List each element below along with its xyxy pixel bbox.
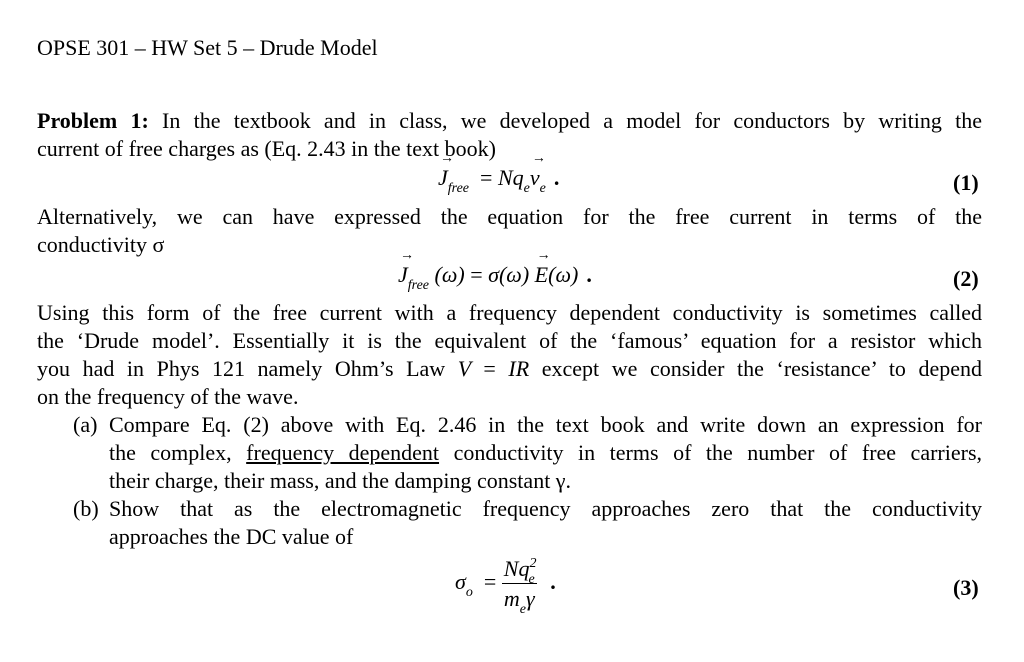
problem-label: Problem 1:	[37, 108, 149, 133]
eq3-sigma-sub: o	[465, 585, 473, 601]
equation-2	[398, 262, 592, 293]
eq3-period: .	[550, 569, 556, 595]
eq1-q-sub: e	[523, 181, 530, 196]
eq1-equals: =	[474, 165, 498, 190]
eq2-equals: =	[470, 262, 483, 287]
page-title: OPSE 301 – HW Set 5 – Drude Model	[37, 35, 378, 60]
eq2-number: (2)	[953, 266, 979, 291]
eq3-den-m: m	[503, 586, 520, 611]
part-b-line-2: approaches the DC value of	[109, 524, 354, 549]
alt-line-1: Alternatively, we can have expressed the equation for the free current in terms of the	[37, 204, 982, 229]
eq3-fraction	[502, 556, 537, 617]
part-b-line-1: Show that as the electromagnetic frequency approaches zero that the conductivity	[109, 496, 982, 521]
eq2-arg-3: (ω)	[548, 262, 579, 287]
eq1-v-sub: e	[539, 181, 546, 196]
body-line-3-b: except we consider the ‘resistance’ to depend	[541, 356, 983, 381]
eq3-sigma: σ	[455, 569, 466, 595]
ohm-law	[458, 356, 529, 381]
eq2-j: → J	[398, 262, 408, 288]
equation-3	[455, 556, 556, 617]
eq2-period: .	[586, 262, 592, 287]
eq2-sigma: σ	[488, 262, 499, 287]
ohm-v: V	[457, 356, 471, 381]
eq1-number: (1)	[953, 170, 979, 195]
eq3-denominator	[502, 584, 537, 617]
part-a-underlined: frequency dependent	[246, 440, 440, 465]
eq3-den-gamma: γ	[525, 586, 535, 611]
alt-line-2: conductivity σ	[37, 232, 165, 257]
eq3-num-nq: Nq	[503, 556, 530, 581]
eq3-equals: =	[478, 569, 502, 595]
body-line-1: Using this form of the free current with a frequency dependent conductivity is sometimes called	[37, 300, 982, 325]
part-a-line-3: their charge, their mass, and the damping constant γ.	[109, 468, 572, 493]
eq1-v: → v	[530, 165, 540, 191]
eq2-e: → E	[535, 262, 548, 288]
ohm-equals: =	[483, 356, 496, 381]
eq3-den-sub: e	[519, 602, 526, 617]
eq3-num-sup: 2	[529, 556, 537, 571]
part-b-label: (b)	[73, 496, 99, 521]
intro-line-2: current of free charges as (Eq. 2.43 in the text book)	[37, 136, 496, 161]
eq3-number: (3)	[953, 575, 979, 600]
part-a-label: (a)	[73, 412, 98, 437]
eq2-arg-1: (ω)	[434, 262, 465, 287]
body-line-2: the ‘Drude model’. Essentially it is the equivalent of the ‘famous’ equation for a resistor which	[37, 328, 982, 353]
eq3-numerator	[502, 556, 537, 587]
intro-text: In the textbook and in class, we developed a model for conductors by writing the	[162, 108, 983, 133]
eq2-j-sub: free	[407, 278, 430, 293]
body-line-4: on the frequency of the wave.	[37, 384, 299, 409]
eq1-nq: Nq	[497, 165, 524, 190]
body-line-3-a: you had in Phys 121 namely Ohm’s Law	[37, 356, 446, 381]
part-a-line-1: Compare Eq. (2) above with Eq. 2.46 in the text book and write down an expression for	[109, 412, 982, 437]
eq3-num-sub: e	[528, 572, 535, 587]
part-a-line-2	[109, 439, 982, 467]
part-a-line-2-a: the complex,	[109, 440, 232, 465]
part-a-line-2-b: conductivity in terms of the number of free carriers,	[453, 440, 983, 465]
intro-line-1	[37, 107, 982, 135]
ohm-ir: IR	[508, 356, 530, 381]
eq1-period: .	[553, 165, 560, 190]
equation-1	[438, 165, 560, 196]
body-line-3	[37, 355, 982, 383]
eq1-lhs-sub: free	[447, 181, 470, 196]
eq2-arg-2: (ω)	[498, 262, 530, 287]
eq1-lhs: → J	[438, 165, 448, 191]
